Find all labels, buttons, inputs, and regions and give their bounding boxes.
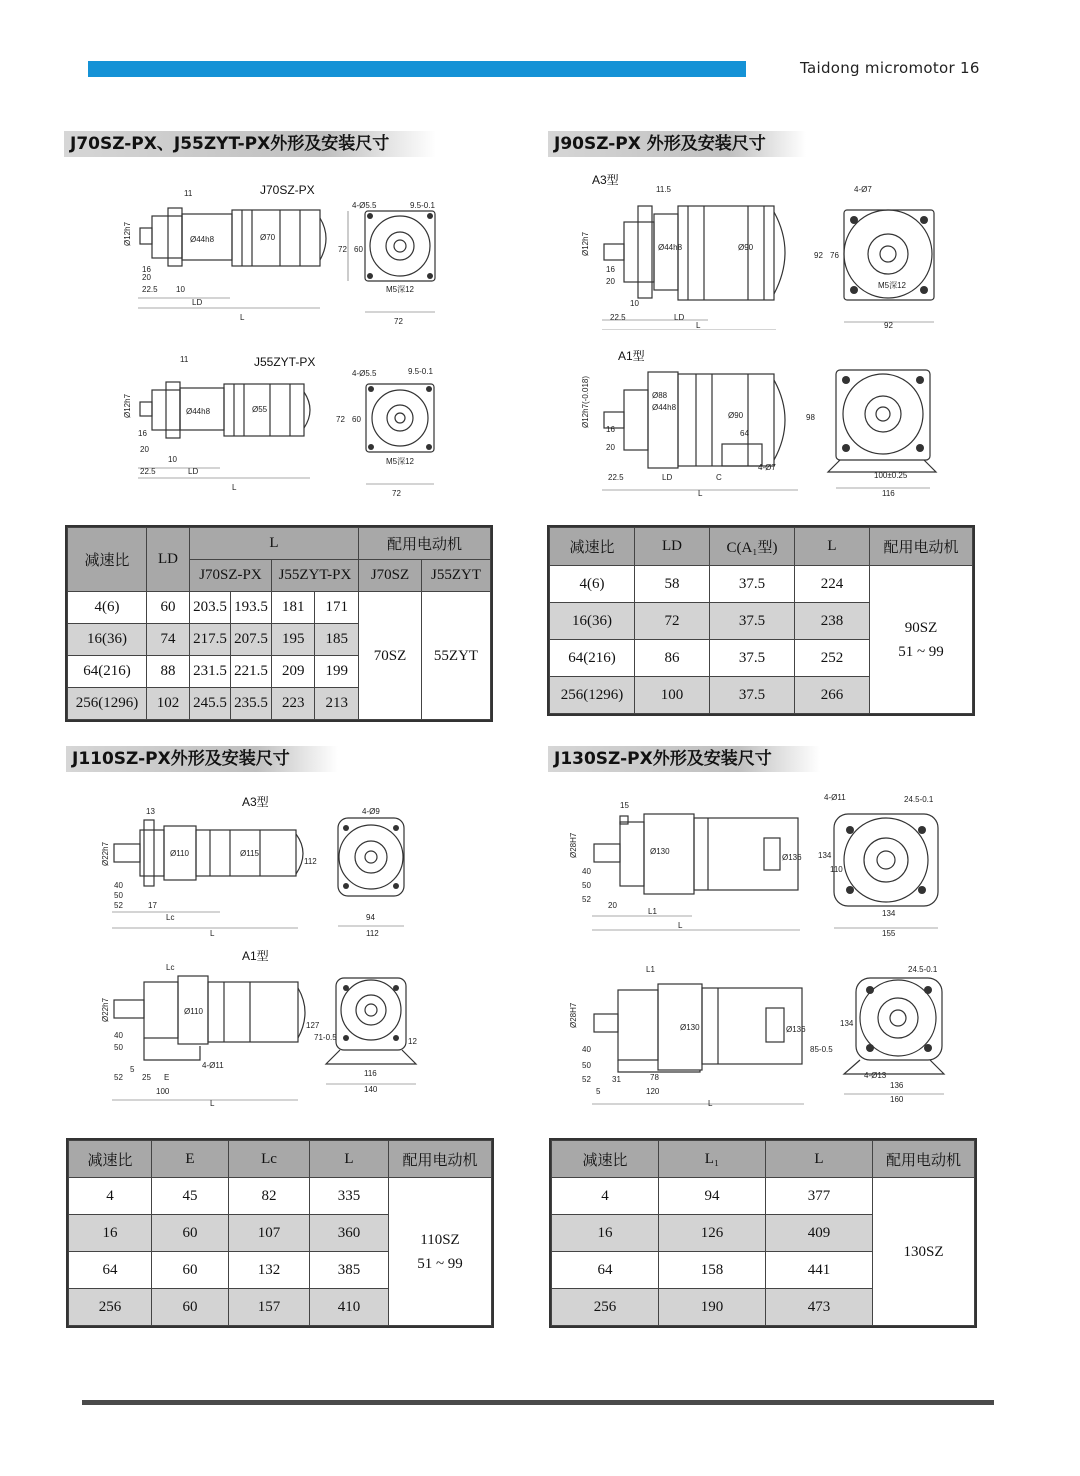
cell-e: 60 <box>152 1252 229 1289</box>
dim-label: 92 <box>884 321 893 330</box>
dim-label: 50 <box>582 1061 591 1070</box>
dim-label: 60 <box>354 245 363 254</box>
dim-label: 9.5-0.1 <box>410 201 435 210</box>
dim-label: 4-Ø11 <box>202 1061 224 1070</box>
cell-value: 203.5 <box>190 592 231 624</box>
cell-ratio: 4 <box>69 1178 152 1215</box>
view-name-a1: A1型 <box>618 349 645 363</box>
drawing-j70sz <box>120 180 450 330</box>
dim-label: 22.5 <box>608 473 624 482</box>
cell-value: 235.5 <box>230 688 271 720</box>
dim-label: 160 <box>890 1095 904 1104</box>
cell-value: 181 <box>271 592 315 624</box>
view-name-a3: A3型 <box>242 795 269 809</box>
cell-ld: 60 <box>147 592 190 624</box>
dim-label: 76 <box>830 251 839 260</box>
cell-l1: 94 <box>659 1178 766 1215</box>
dim-label: 4-Ø7 <box>758 463 776 472</box>
footer-rule <box>82 1400 994 1405</box>
dim-label: 155 <box>882 929 896 938</box>
dim-label: 72 <box>392 489 401 498</box>
cell-ratio: 16 <box>552 1215 659 1252</box>
dim-label: Ø115 <box>240 849 259 858</box>
dim-label: M5深12 <box>878 281 907 290</box>
dim-label: L <box>210 1099 215 1108</box>
dim-label: 40 <box>114 1031 123 1040</box>
dim-label: Ø136 <box>786 1025 806 1034</box>
section-title-j70: J70SZ-PX、J55ZYT-PX外形及安装尺寸 <box>64 131 436 157</box>
cell-l: 410 <box>310 1289 389 1326</box>
dim-label: LD <box>192 298 203 307</box>
dim-label: Ø70 <box>260 233 276 242</box>
dim-label: Ø136 <box>782 853 802 862</box>
dim-label: 25 <box>142 1073 151 1082</box>
col-header-c: C(A₁型) <box>710 528 795 566</box>
table-j130 <box>551 1140 975 1326</box>
cell-value: 245.5 <box>190 688 231 720</box>
dim-label: 24.5-0.1 <box>908 965 938 974</box>
col-header-motor: 配用电动机 <box>389 1141 492 1178</box>
view-name-a1: A1型 <box>242 949 269 963</box>
dim-label: 110 <box>830 865 843 874</box>
cell-ratio: 256(1296) <box>68 688 147 720</box>
dim-label: Ø90 <box>738 243 754 252</box>
cell-ld: 72 <box>635 603 710 640</box>
dim-label: 16 <box>138 429 147 438</box>
cell-value: 195 <box>271 624 315 656</box>
dim-label: Ø44h8 <box>186 407 211 416</box>
dim-label: Ø22h7 <box>101 997 110 1022</box>
col-header-ratio: 减速比 <box>550 528 635 566</box>
dim-label: 50 <box>582 881 591 890</box>
dim-label: Ø88 <box>652 391 668 400</box>
dim-label: 52 <box>114 1073 123 1082</box>
col-header-l-j55: J55ZYT-PX <box>271 560 358 592</box>
cell-lc: 132 <box>229 1252 310 1289</box>
cell-value: 217.5 <box>190 624 231 656</box>
dim-label: Lc <box>166 913 175 922</box>
dim-label: Ø12h7(-0.018) <box>581 375 590 428</box>
cell-ratio: 64 <box>69 1252 152 1289</box>
dim-label: LD <box>662 473 673 482</box>
motor-range: 51 ~ 99 <box>417 1255 463 1272</box>
table-j70 <box>67 527 491 720</box>
dim-label: Ø12h7 <box>123 393 132 418</box>
dim-label: 100±0.25 <box>874 471 908 480</box>
cell-l: 266 <box>795 677 870 714</box>
dim-label: 13 <box>146 807 155 816</box>
cell-c: 37.5 <box>710 677 795 714</box>
dim-label: 11 <box>184 189 193 198</box>
drawing-j130-bottom <box>568 960 948 1110</box>
cell-ratio: 4(6) <box>68 592 147 624</box>
dim-label: 40 <box>114 881 123 890</box>
cell-ratio: 64 <box>552 1252 659 1289</box>
dim-label: 92 <box>814 251 823 260</box>
cell-l: 473 <box>766 1289 873 1326</box>
dim-label: E <box>164 1073 170 1082</box>
dim-label: 78 <box>650 1073 659 1082</box>
dim-label: 134 <box>882 909 896 918</box>
cell-ratio: 64(216) <box>550 640 635 677</box>
dim-label: 11 <box>180 355 189 364</box>
cell-ld: 74 <box>147 624 190 656</box>
dim-label: 71-0.5 <box>314 1033 337 1042</box>
cell-l: 238 <box>795 603 870 640</box>
dim-label: 100 <box>156 1087 170 1096</box>
cell-c: 37.5 <box>710 566 795 603</box>
dim-label: L <box>698 489 703 498</box>
dim-label: 112 <box>304 857 317 866</box>
dim-label: 10 <box>630 299 639 308</box>
col-header-ld: LD <box>635 528 710 566</box>
dim-label: 40 <box>582 867 591 876</box>
cell-value: 231.5 <box>190 656 231 688</box>
cell-ld: 100 <box>635 677 710 714</box>
cell-value: 199 <box>315 656 359 688</box>
cell-ratio: 256 <box>552 1289 659 1326</box>
dim-label: 20 <box>142 273 151 282</box>
section-title-j90: J90SZ-PX 外形及安装尺寸 <box>548 131 806 157</box>
col-header-ratio: 减速比 <box>552 1141 659 1178</box>
cell-lc: 82 <box>229 1178 310 1215</box>
drawing-j90-a3 <box>578 170 948 330</box>
dim-label: 4-Ø7 <box>854 185 872 194</box>
cell-value: 185 <box>315 624 359 656</box>
col-header-l: L <box>795 528 870 566</box>
dim-label: 4-Ø5.5 <box>352 369 377 378</box>
dim-label: M5深12 <box>386 285 415 294</box>
cell-value: 207.5 <box>230 624 271 656</box>
dim-label: 5 <box>130 1065 135 1074</box>
cell-l: 385 <box>310 1252 389 1289</box>
dim-label: 22.5 <box>610 313 626 322</box>
table-row <box>550 566 973 603</box>
dim-label: LD <box>188 467 199 476</box>
dim-label: 20 <box>140 445 149 454</box>
dim-label: L <box>210 929 215 938</box>
dim-label: 112 <box>366 929 379 938</box>
dim-label: 140 <box>364 1085 378 1094</box>
cell-ratio: 64(216) <box>68 656 147 688</box>
cell-value: 193.5 <box>230 592 271 624</box>
dim-label: 72 <box>336 415 345 424</box>
dim-label: 22.5 <box>140 467 156 476</box>
cell-l: 224 <box>795 566 870 603</box>
cell-e: 60 <box>152 1215 229 1252</box>
col-header-motor-70: J70SZ <box>359 560 422 592</box>
dim-label: 98 <box>806 413 815 422</box>
col-header-l-j70: J70SZ-PX <box>190 560 272 592</box>
motor-range: 51 ~ 99 <box>898 643 944 660</box>
dim-label: 15 <box>620 801 629 810</box>
dim-label: Ø12h7 <box>123 221 132 246</box>
cell-l: 335 <box>310 1178 389 1215</box>
dim-label: 4-Ø5.5 <box>352 201 377 210</box>
col-header-l1: L₁ <box>659 1141 766 1178</box>
cell-l1: 158 <box>659 1252 766 1289</box>
drawing-j90-a1 <box>578 348 948 500</box>
dim-label: 52 <box>582 1075 591 1084</box>
table-row <box>552 1178 975 1215</box>
cell-ld: 88 <box>147 656 190 688</box>
dim-label: 94 <box>366 913 375 922</box>
dim-label: Ø55 <box>252 405 268 414</box>
dim-label: Ø110 <box>184 1007 203 1016</box>
dim-label: L <box>240 313 245 322</box>
col-header-motor: 配用电动机 <box>359 528 491 560</box>
dim-label: 127 <box>306 1021 320 1030</box>
section-title-j130: J130SZ-PX外形及安装尺寸 <box>548 746 820 772</box>
cell-lc: 107 <box>229 1215 310 1252</box>
dim-label: 52 <box>114 901 123 910</box>
dim-label: 85-0.5 <box>810 1045 833 1054</box>
dim-label: 72 <box>338 245 347 254</box>
cell-ratio: 256(1296) <box>550 677 635 714</box>
dim-label: 4-Ø13 <box>864 1071 887 1080</box>
dim-label: Ø12h7 <box>581 231 590 256</box>
dim-label: 120 <box>646 1087 660 1096</box>
dim-label: Ø28H7 <box>569 1002 578 1028</box>
dim-label: L1 <box>646 965 655 974</box>
dim-label: Ø44h8 <box>652 403 677 412</box>
cell-e: 60 <box>152 1289 229 1326</box>
cell-motor-55: 55ZYT <box>422 592 491 720</box>
dim-label: Ø130 <box>680 1023 700 1032</box>
cell-ratio: 16 <box>69 1215 152 1252</box>
col-header-motor: 配用电动机 <box>873 1141 975 1178</box>
dim-label: 40 <box>582 1045 591 1054</box>
dim-label: Ø110 <box>170 849 189 858</box>
dim-label: Ø90 <box>728 411 744 420</box>
dim-label: 60 <box>352 415 361 424</box>
dim-label: 4-Ø9 <box>362 807 380 816</box>
header-accent-bar <box>88 61 746 77</box>
dim-label: L <box>678 921 683 930</box>
dim-label: 16 <box>142 265 151 274</box>
drawing-j55zyt <box>120 352 450 498</box>
dim-label: 11.5 <box>656 185 671 194</box>
cell-c: 37.5 <box>710 603 795 640</box>
dim-label: 22.5 <box>142 285 158 294</box>
dim-label: 134 <box>818 851 832 860</box>
view-name-a3: A3型 <box>592 173 619 187</box>
cell-motor: 130SZ <box>873 1178 975 1326</box>
cell-l: 377 <box>766 1178 873 1215</box>
cell-l1: 190 <box>659 1289 766 1326</box>
dim-label: 10 <box>176 285 185 294</box>
col-header-ratio: 减速比 <box>68 528 147 592</box>
cell-c: 37.5 <box>710 640 795 677</box>
cell-value: 209 <box>271 656 315 688</box>
view-name-j70sz: J70SZ-PX <box>260 183 315 197</box>
dim-label: 64 <box>740 429 749 438</box>
cell-value: 171 <box>315 592 359 624</box>
cell-l: 360 <box>310 1215 389 1252</box>
section-title-j110: J110SZ-PX外形及安装尺寸 <box>66 746 338 772</box>
dim-label: 5 <box>596 1087 601 1096</box>
cell-ratio: 16(36) <box>550 603 635 640</box>
dim-label: 72 <box>394 317 403 326</box>
col-header-ld: LD <box>147 528 190 592</box>
cell-value: 223 <box>271 688 315 720</box>
cell-l: 252 <box>795 640 870 677</box>
dim-label: L <box>232 483 237 492</box>
cell-ld: 58 <box>635 566 710 603</box>
cell-ld: 102 <box>147 688 190 720</box>
dim-label: 16 <box>606 425 615 434</box>
col-header-motor: 配用电动机 <box>870 528 973 566</box>
dim-label: 9.5-0.1 <box>408 367 433 376</box>
cell-value: 213 <box>315 688 359 720</box>
drawing-j110-a1 <box>100 948 420 1108</box>
dim-label: LD <box>674 313 685 322</box>
dim-label: 134 <box>840 1019 854 1028</box>
dim-label: 20 <box>608 901 617 910</box>
dim-label: 20 <box>606 443 615 452</box>
cell-ratio: 256 <box>69 1289 152 1326</box>
dim-label: 4-Ø11 <box>824 793 846 802</box>
table-row <box>69 1178 492 1215</box>
dim-label: 136 <box>890 1081 904 1090</box>
col-header-motor-55: J55ZYT <box>422 560 491 592</box>
col-header-l: L <box>310 1141 389 1178</box>
dim-label: 10 <box>168 455 177 464</box>
cell-e: 45 <box>152 1178 229 1215</box>
dim-label: 24.5-0.1 <box>904 795 934 804</box>
dim-label: Ø130 <box>650 847 670 856</box>
page-header-brand: Taidong micromotor 16 <box>800 59 980 77</box>
dim-label: Ø22h7 <box>101 841 110 866</box>
cell-ratio: 4 <box>552 1178 659 1215</box>
cell-motor <box>870 566 973 714</box>
dim-label: 31 <box>612 1075 621 1084</box>
col-header-ratio: 减速比 <box>69 1141 152 1178</box>
motor-model: 110SZ <box>420 1231 460 1248</box>
dim-label: Ø44h8 <box>190 235 215 244</box>
col-header-l: L <box>190 528 359 560</box>
motor-model: 90SZ <box>904 619 938 636</box>
cell-l: 441 <box>766 1252 873 1289</box>
cell-value: 221.5 <box>230 656 271 688</box>
dim-label: 17 <box>148 901 157 910</box>
drawing-j130-top <box>568 788 948 938</box>
col-header-lc: Lc <box>229 1141 310 1178</box>
dim-label: 50 <box>114 891 123 900</box>
dim-label: L1 <box>648 907 657 916</box>
dim-label: 16 <box>606 265 615 274</box>
cell-l1: 126 <box>659 1215 766 1252</box>
cell-motor <box>389 1178 492 1326</box>
dim-label: Ø44h8 <box>658 243 683 252</box>
dim-label: L <box>696 321 701 330</box>
dim-label: 20 <box>606 277 615 286</box>
dim-label: 116 <box>364 1069 377 1078</box>
cell-motor-70: 70SZ <box>359 592 422 720</box>
dim-label: 116 <box>882 489 895 498</box>
cell-lc: 157 <box>229 1289 310 1326</box>
cell-ratio: 16(36) <box>68 624 147 656</box>
dim-label: 12 <box>408 1037 417 1046</box>
dim-label: 50 <box>114 1043 123 1052</box>
cell-l: 409 <box>766 1215 873 1252</box>
col-header-l: L <box>766 1141 873 1178</box>
drawing-j110-a3 <box>100 794 420 940</box>
dim-label: L <box>708 1099 713 1108</box>
table-row <box>68 592 491 624</box>
col-header-e: E <box>152 1141 229 1178</box>
table-j90 <box>549 527 973 714</box>
dim-label: Ø28H7 <box>569 832 578 858</box>
dim-label: Lc <box>166 963 175 972</box>
dim-label: C <box>716 473 722 482</box>
dim-label: M5深12 <box>386 457 415 466</box>
table-j110 <box>68 1140 492 1326</box>
cell-ld: 86 <box>635 640 710 677</box>
dim-label: 52 <box>582 895 591 904</box>
cell-ratio: 4(6) <box>550 566 635 603</box>
view-name-j55zyt: J55ZYT-PX <box>254 355 316 369</box>
